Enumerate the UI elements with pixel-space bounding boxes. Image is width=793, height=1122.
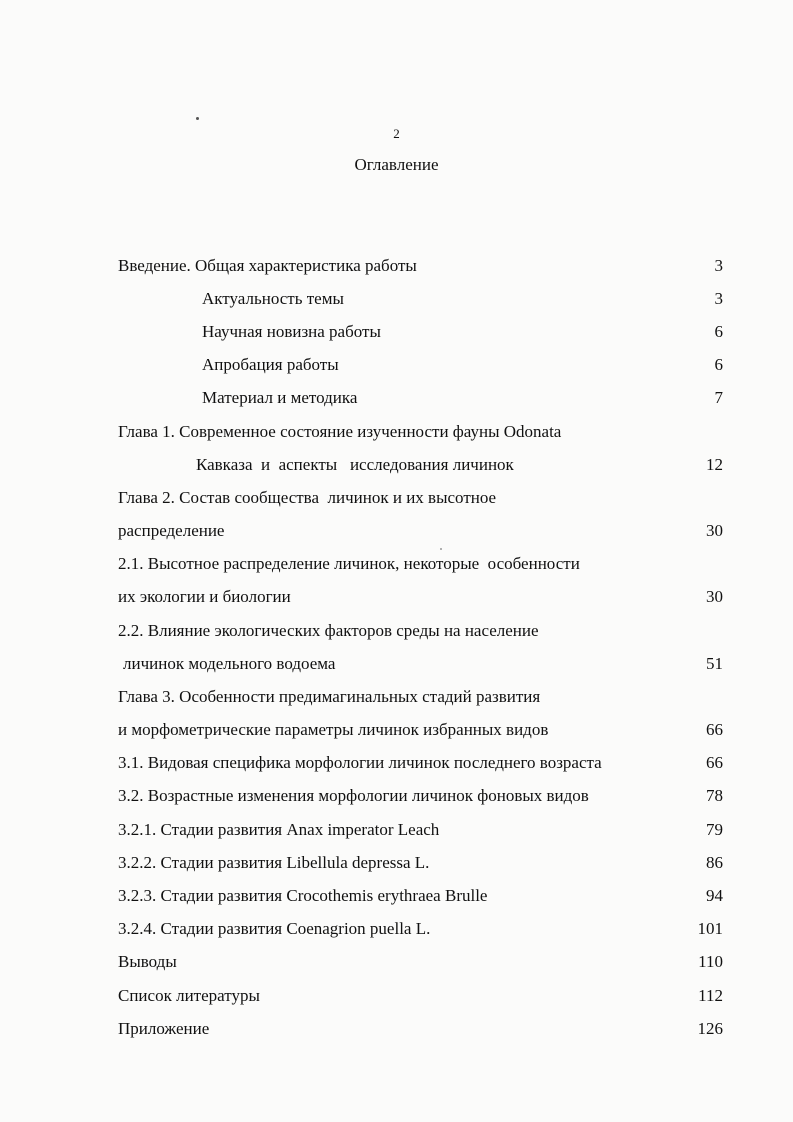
toc-entry (202, 287, 723, 311)
toc-entry-page: 3 (714, 256, 723, 275)
toc-entry-label: 3.2. Возрастные изменения морфологии личинок фоновых видов (118, 786, 589, 805)
toc-entry-page: 78 (706, 786, 723, 805)
toc-entry-label: Кавказа и аспекты исследования личинок (196, 455, 514, 474)
toc-entry-label: 2.1. Высотное распределение личинок, некоторые особенности (118, 554, 580, 573)
toc-entry (118, 718, 723, 742)
toc-entry (118, 552, 723, 576)
toc-entry (118, 420, 723, 444)
toc-entry-label: Апробация работы (202, 355, 339, 374)
toc-entry-page: 6 (714, 355, 723, 374)
toc-entry (118, 784, 723, 808)
toc-entry-label: Введение. Общая характеристика работы (118, 256, 417, 275)
toc-entry (202, 353, 723, 377)
toc-entry-page: 51 (706, 654, 723, 673)
toc-entry-label: личинок модельного водоема (123, 654, 336, 673)
toc-entry (123, 652, 723, 676)
toc-entry-page: 66 (706, 753, 723, 772)
toc-entry-label: их экологии и биологии (118, 587, 291, 606)
toc-entry-page: 6 (714, 322, 723, 341)
toc-entry-page: 101 (697, 919, 723, 938)
scan-speck (440, 548, 442, 550)
toc-entry-label: Актуальность темы (202, 289, 344, 308)
toc-entry-label: и морфометрические параметры личинок избранных видов (118, 720, 549, 739)
toc-entry-page: 112 (698, 986, 723, 1005)
toc-entry-page: 110 (698, 952, 723, 971)
toc-entry-label: Глава 1. Современное состояние изученности фауны Odonata (118, 422, 562, 441)
toc-entry (196, 453, 723, 477)
toc-entry-label: распределение (118, 521, 225, 540)
toc-entry-page: 86 (706, 853, 723, 872)
toc-entry-page: 79 (706, 820, 723, 839)
toc-entry-label: 3.2.1. Стадии развития Anax imperator Leach (118, 820, 440, 839)
toc-entry-label: 3.1. Видовая специфика морфологии личинок последнего возраста (118, 753, 602, 772)
toc-entry-page: 7 (714, 388, 723, 407)
toc-entry (118, 254, 723, 278)
toc-entry (118, 950, 723, 974)
toc-entry (118, 984, 723, 1008)
toc-entry-page: 12 (706, 455, 723, 474)
toc-entry (118, 519, 723, 543)
toc-entry-label: Научная новизна работы (202, 322, 381, 341)
toc-entry-page: 3 (714, 289, 723, 308)
toc-entry-label: 3.2.4. Стадии развития Coenagrion puella L. (118, 919, 431, 938)
toc-entry (118, 851, 723, 875)
toc-entry-label: 3.2.3. Стадии развития Crocothemis erythraea Brulle (118, 886, 488, 905)
toc-entry-label: Глава 2. Состав сообщества личинок и их высотное (118, 488, 497, 507)
toc-entry-label: Список литературы (118, 986, 260, 1005)
toc-entry-page: 30 (706, 521, 723, 540)
toc-entry-page: 126 (697, 1019, 723, 1038)
toc-entry (118, 486, 723, 510)
toc-entry (118, 585, 723, 609)
toc-entry-page: 30 (706, 587, 723, 606)
toc-entry-page: 94 (706, 886, 723, 905)
toc-entry (118, 1017, 723, 1041)
toc-entry (118, 917, 723, 941)
toc-entry-label: 3.2.2. Стадии развития Libellula depressa L. (118, 853, 430, 872)
toc-entry-label: Приложение (118, 1019, 210, 1038)
toc-entry-label: Выводы (118, 952, 177, 971)
page-number: 2 (393, 126, 400, 141)
toc-entry-label: Глава 3. Особенности предимагинальных стадий развития (118, 687, 541, 706)
toc-entry (118, 619, 723, 643)
toc-entry (118, 884, 723, 908)
toc-entry-label: Материал и методика (202, 388, 358, 407)
toc-entry (118, 685, 723, 709)
toc-entry-label: 2.2. Влияние экологических факторов среды на население (118, 621, 539, 640)
page-title: Оглавление (354, 155, 439, 174)
toc-entry (118, 818, 723, 842)
toc-entry-page: 66 (706, 720, 723, 739)
scan-speck (196, 117, 199, 120)
toc-entry (202, 386, 723, 410)
toc-entry (118, 751, 723, 775)
toc-entry (202, 320, 723, 344)
